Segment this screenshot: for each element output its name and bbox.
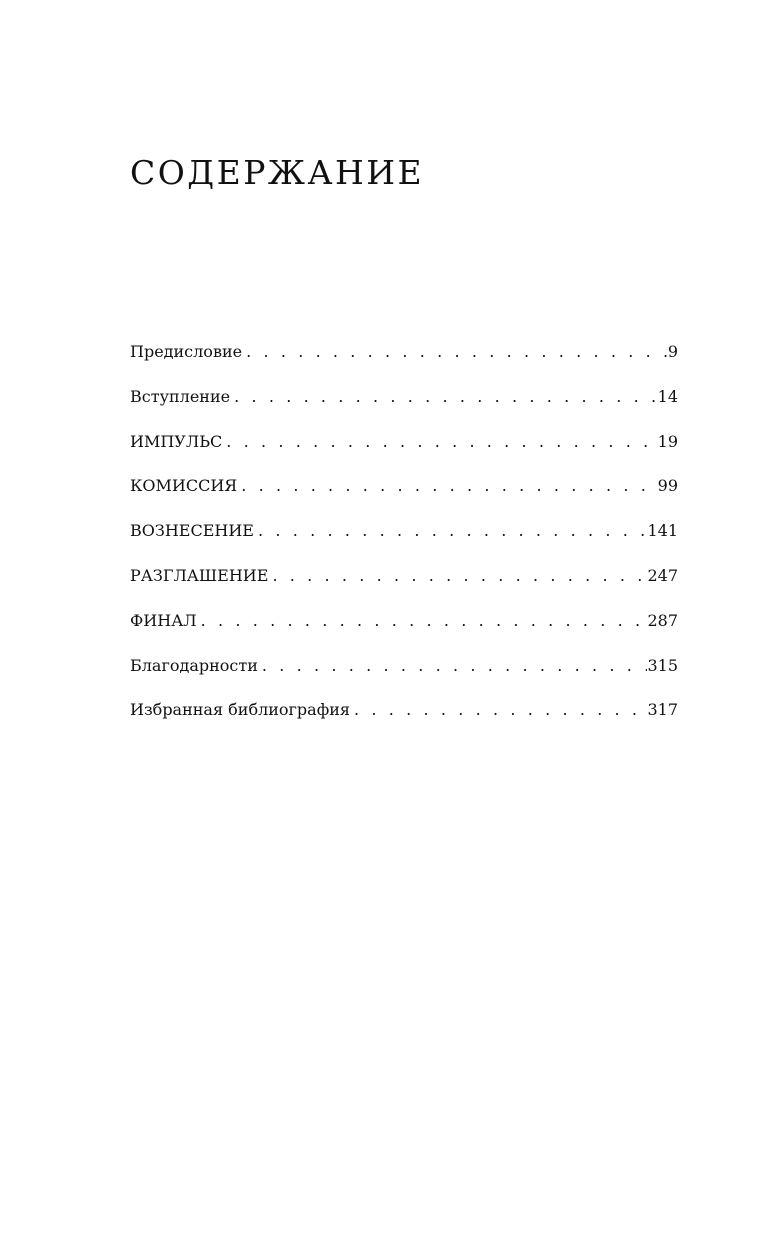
toc-entry-page-number: 141 (647, 521, 678, 541)
toc-entry[interactable] (130, 474, 678, 519)
toc-entry-title: РАЗГЛАШЕНИЕ (130, 565, 269, 585)
toc-entry-title: ВОЗНЕСЕНИЕ (130, 521, 254, 541)
toc-entry[interactable] (130, 340, 678, 385)
toc-entry-title: ИМПУЛЬС (130, 431, 223, 451)
toc-entry-page-number: 317 (647, 700, 678, 720)
toc-entry-page-number: 9 (667, 342, 678, 361)
toc-entry-title: Благодарности (130, 655, 258, 675)
toc-entry-page-number: 247 (647, 565, 678, 585)
toc-entry[interactable] (130, 698, 678, 743)
toc-entry-title: КОМИССИЯ (130, 476, 238, 496)
toc-entry-page-number: 287 (647, 610, 678, 630)
toc-entry-page-number: 315 (647, 655, 678, 675)
toc-entry[interactable] (130, 385, 678, 430)
dot-leader (254, 519, 647, 543)
dot-leader (242, 340, 668, 364)
toc-entry-page-number: 19 (657, 431, 678, 451)
dot-leader (230, 385, 658, 409)
toc-entry-title: Вступление (130, 386, 231, 406)
book-page (130, 0, 678, 1241)
dot-leader (350, 698, 647, 722)
dot-leader (237, 474, 657, 498)
toc-entry[interactable] (130, 654, 678, 699)
toc-entry-page-number: 14 (657, 386, 678, 406)
dot-leader (268, 564, 647, 588)
dot-leader (258, 654, 648, 678)
dot-leader (222, 430, 657, 454)
toc-entry[interactable] (130, 564, 678, 609)
page-title: СОДЕРЖАНИЕ (130, 153, 425, 192)
toc-entry[interactable] (130, 430, 678, 475)
toc-entry-title: Предисловие (130, 342, 243, 361)
dot-leader (197, 609, 648, 633)
toc-entry-page-number: 99 (657, 476, 678, 496)
toc-entry[interactable] (130, 609, 678, 654)
toc-entry[interactable] (130, 519, 678, 564)
toc-entry-title: Избранная библиография (130, 700, 350, 720)
toc-entry-title: ФИНАЛ (130, 610, 197, 630)
table-of-contents (130, 340, 678, 743)
